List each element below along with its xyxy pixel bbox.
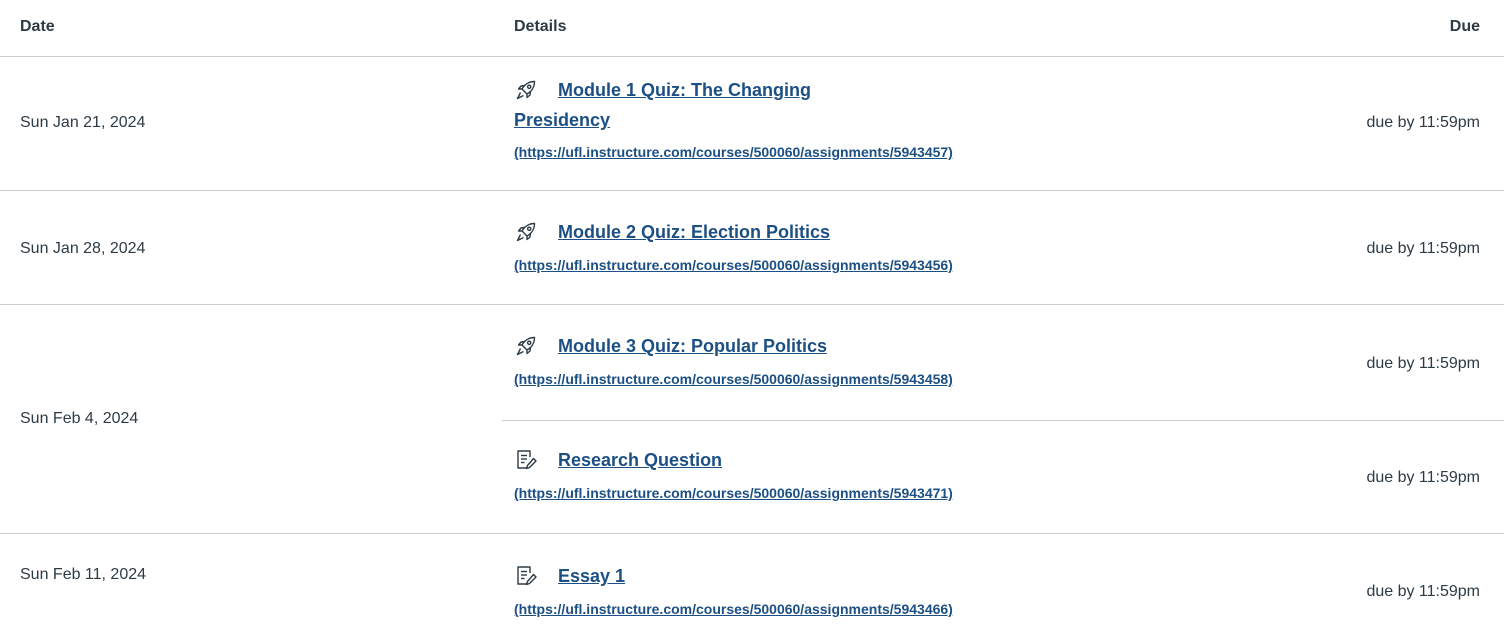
due-time: due by 11:59pm bbox=[1366, 583, 1480, 600]
assignment-title-link-continued[interactable]: Presidency bbox=[514, 110, 611, 130]
table-row bbox=[514, 80, 1194, 180]
assignment-title-link[interactable]: Research Question bbox=[558, 450, 723, 470]
row-date: Sun Jan 21, 2024 bbox=[20, 114, 146, 131]
row-divider bbox=[0, 533, 1504, 534]
table-row bbox=[514, 222, 1194, 292]
table-header bbox=[0, 0, 1504, 57]
assignment-url-link[interactable]: (https://ufl.instructure.com/courses/500060/assignments/5943466) bbox=[514, 601, 953, 617]
assignment-title-link[interactable]: Essay 1 bbox=[558, 566, 626, 586]
assignment-title-link[interactable]: Module 3 Quiz: Popular Politics bbox=[558, 336, 828, 356]
assignment-edit-icon bbox=[514, 448, 538, 472]
rocket-quiz-icon bbox=[514, 78, 538, 102]
item-divider bbox=[502, 420, 1504, 421]
header-details: Details bbox=[514, 18, 567, 35]
table-row bbox=[514, 450, 1194, 520]
assignment-url-link[interactable]: (https://ufl.instructure.com/courses/500060/assignments/5943471) bbox=[514, 485, 953, 501]
due-time: due by 11:59pm bbox=[1366, 355, 1480, 372]
row-date: Sun Feb 11, 2024 bbox=[20, 566, 147, 583]
assignment-edit-icon bbox=[514, 564, 538, 588]
due-time: due by 11:59pm bbox=[1366, 114, 1480, 131]
row-divider bbox=[0, 304, 1504, 305]
header-date: Date bbox=[20, 18, 55, 35]
assignment-title-link[interactable]: Module 1 Quiz: The Changing bbox=[558, 80, 811, 100]
row-date: Sun Feb 4, 2024 bbox=[20, 410, 139, 427]
assignment-url-link[interactable]: (https://ufl.instructure.com/courses/500060/assignments/5943456) bbox=[514, 257, 953, 273]
due-time: due by 11:59pm bbox=[1366, 469, 1480, 486]
header-due: Due bbox=[1449, 18, 1480, 35]
rocket-quiz-icon bbox=[514, 334, 538, 358]
table-row bbox=[514, 566, 1194, 636]
table-row bbox=[514, 336, 1194, 406]
rocket-quiz-icon bbox=[514, 220, 538, 244]
row-date: Sun Jan 28, 2024 bbox=[20, 240, 146, 257]
assignment-url-link[interactable]: (https://ufl.instructure.com/courses/500060/assignments/5943457) bbox=[514, 144, 953, 160]
assignment-url-link[interactable]: (https://ufl.instructure.com/courses/500060/assignments/5943458) bbox=[514, 371, 953, 387]
assignment-title-link[interactable]: Module 2 Quiz: Election Politics bbox=[558, 222, 831, 242]
row-divider bbox=[0, 190, 1504, 191]
due-time: due by 11:59pm bbox=[1366, 240, 1480, 257]
